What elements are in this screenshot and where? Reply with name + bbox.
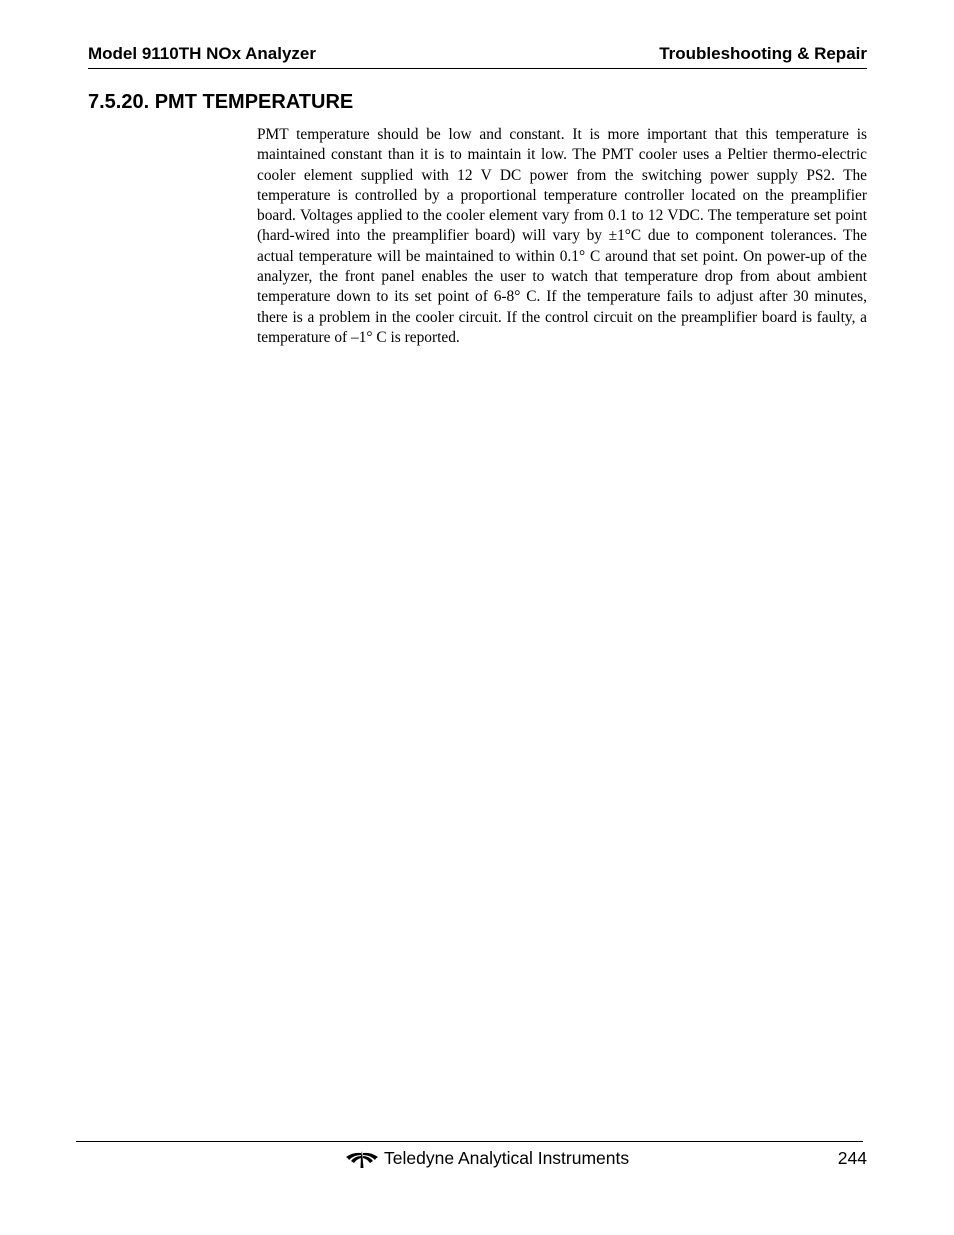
- page-footer: [0, 1146, 954, 1174]
- header-chapter-title: Troubleshooting & Repair: [659, 44, 867, 63]
- teledyne-logo-icon: [345, 1149, 379, 1169]
- footer-company-name: Teledyne Analytical Instruments: [384, 1148, 630, 1168]
- page-number: 244: [837, 1148, 867, 1168]
- header-document-title: Model 9110TH NOx Analyzer: [88, 44, 317, 63]
- section-paragraph: PMT temperature should be low and constant. It is more important that this temperature is maintained constant than it is to maintain it low. The PMT cooler uses a Peltier thermo-electric cooler element supplied with 12 V DC power from the switching power supply PS2. The temperature is controlled by a proportional temperature controller located on the preamplifier board. Voltages applied to the cooler element vary from 0.1 to 12 VDC. The temperature set point (hard-wired into the preamplifier board) will vary by ±1°C due to component tolerances. The actual temperature will be maintained to within 0.1° C around that set point. On power-up of the analyzer, the front panel enables the user to watch that temperature drop from about ambient temperature down to its set point of 6-8° C. If the temperature fails to adjust after 30 minutes, there is a problem in the cooler circuit. If the control circuit on the preamplifier board is faulty, a temperature of –1° C is reported.: [257, 126, 867, 346]
- footer-rule: [76, 1141, 863, 1142]
- page-header: [88, 44, 867, 69]
- section-title: 7.5.20. PMT TEMPERATURE: [88, 91, 354, 113]
